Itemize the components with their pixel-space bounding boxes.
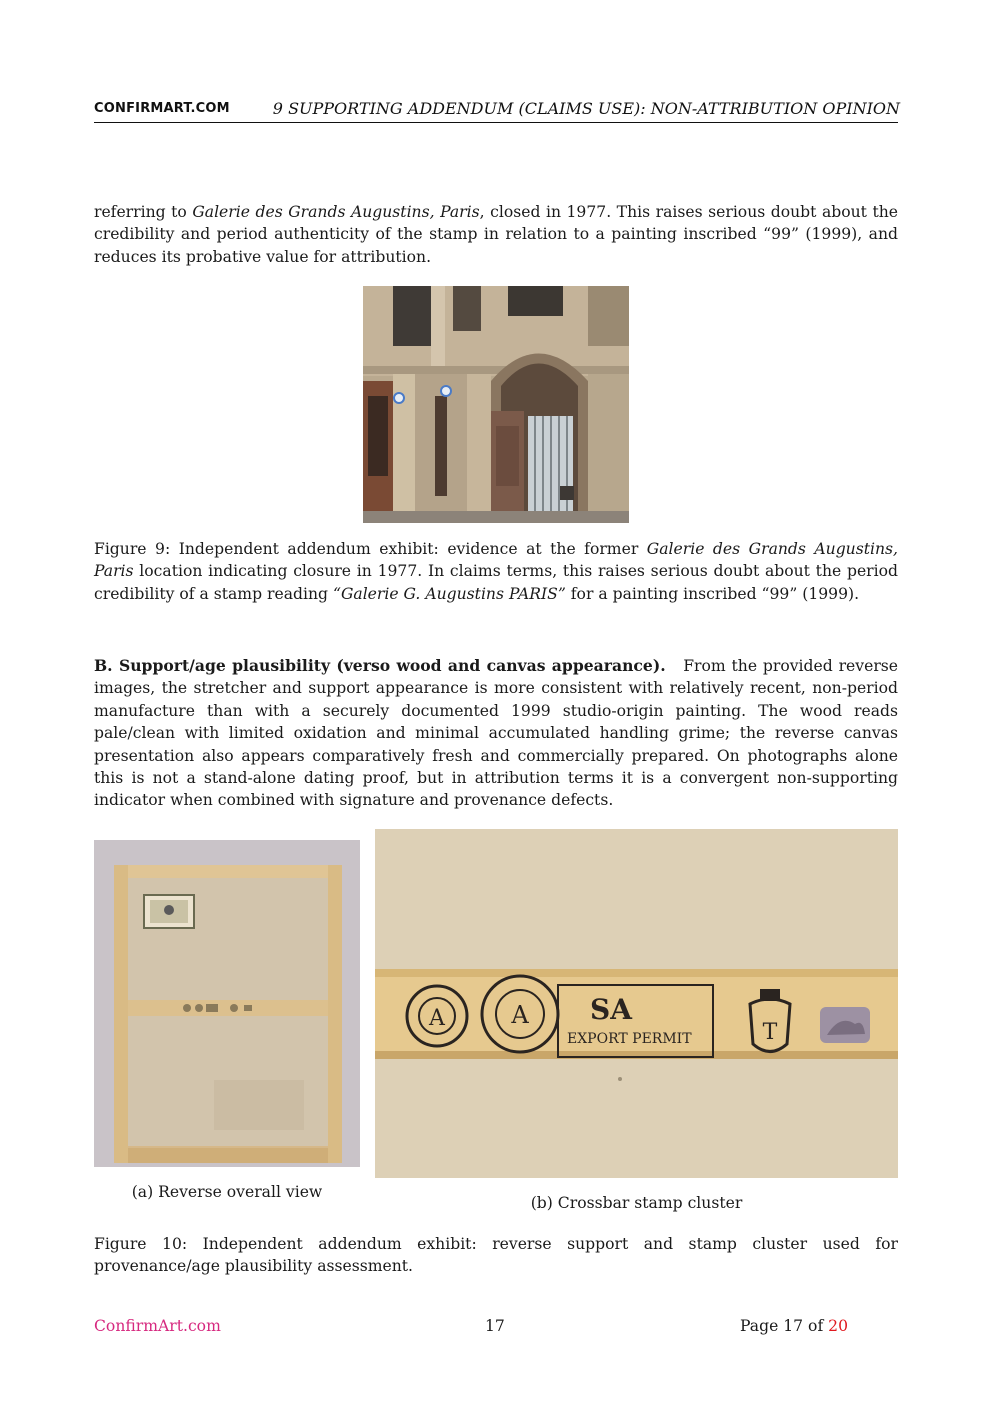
footer-total-pages-link[interactable]: 20 — [828, 1317, 849, 1335]
footer-site-link[interactable]: ConfirmArt.com — [94, 1317, 221, 1335]
lion-stamp — [820, 1007, 870, 1043]
crossbar-stamp-photo — [375, 829, 898, 1178]
svg-text:T: T — [762, 1020, 778, 1045]
figure-9-caption: Figure 9: Independent addendum exhibit: evidence at the former Galerie des Grands Augustins, Paris location indicating closure in 1977. In claims terms, this raises serious doubt about the period credibility of a stamp reading “Galerie G. Augustins PARIS” for a painting inscribed “99” (1999). — [94, 540, 898, 603]
footer-page-number: 17 — [485, 1317, 505, 1335]
section-b-heading: B. Support/age plausibility (verso wood and canvas appearance). — [94, 656, 666, 675]
svg-text:A: A — [511, 1001, 529, 1029]
reverse-overall-photo — [94, 840, 360, 1167]
intro-paragraph: referring to Galerie des Grands Augustins, Paris, closed in 1977. This raises serious doubt about the credibility and period authenticity of the stamp in relation to a painting inscribed “99” (1999), and reduces its probative value for attribution. — [94, 203, 898, 266]
svg-text:A: A — [429, 1006, 445, 1031]
running-header-title: 9 SUPPORTING ADDENDUM (CLAIMS USE): NON-ATTRIBUTION OPINION — [272, 99, 900, 118]
figure-10-caption: Figure 10: Independent addendum exhibit: reverse support and stamp cluster used for provenance/age plausibility assessment. — [94, 1235, 898, 1276]
footer-page-of: Page 17 of 20 — [740, 1317, 849, 1335]
svg-text:EXPORT PERMIT: EXPORT PERMIT — [567, 1031, 692, 1047]
logo: CONFIRMART.COM — [94, 101, 230, 116]
street-photo — [363, 286, 629, 523]
header-rule — [94, 122, 898, 123]
svg-text:SA: SA — [590, 993, 632, 1026]
section-b-paragraph: B. Support/age plausibility (verso wood and canvas appearance). From the provided reverse images, the stretcher and support appearance is more consistent with relatively recent, non-period manufacture than with a securely documented 1999 studio-origin painting. The wood reads pale/clean with limited oxidation and minimal accumulated handling grime; the reverse canvas presentation also appears comparatively fresh and commercially prepared. On photographs alone this is not a stand-alone dating proof, but in attribution terms it is a convergent non-supporting indicator when combined with signature and provenance defects. — [94, 656, 899, 810]
subfigure-a-caption: (a) Reverse overall view — [131, 1183, 323, 1201]
subfigure-b-caption: (b) Crossbar stamp cluster — [530, 1194, 743, 1212]
